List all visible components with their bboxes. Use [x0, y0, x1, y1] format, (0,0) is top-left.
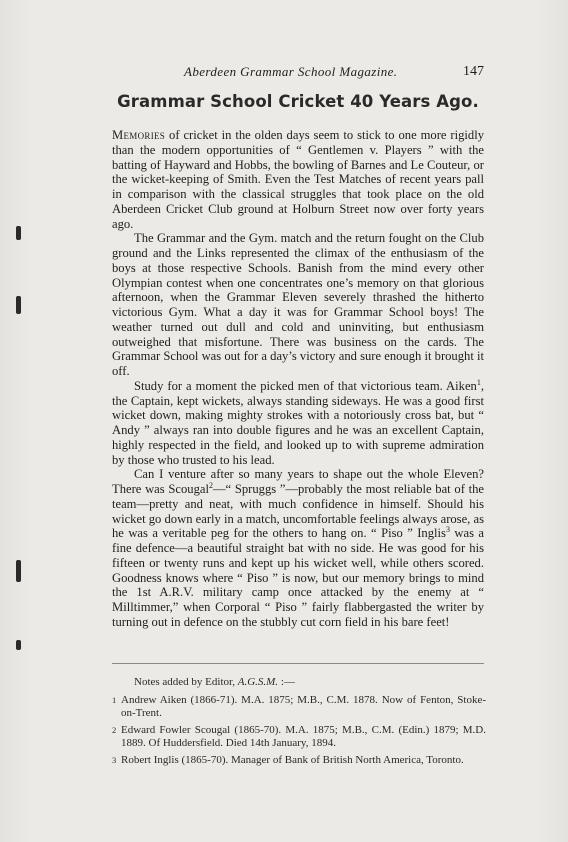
- editor-signature: A.G.S.M.: [237, 676, 279, 688]
- paragraph-3-text-b: , the Captain, kept wickets, always standing sideways. He was a good first wicket down, making mighty strokes with a notoriously cross bat, but “ Andy ” always ran into double figures and he was an excellent Captain, highly respected in the field, and looked up to with supreme admiration by those who trusted to his lead.: [112, 378, 484, 467]
- footnote-2: [112, 724, 486, 751]
- paragraph-4-text-b: —“ Spruggs ”—probably the most reliable bat of the team—pretty and neat, with much confidence in himself. Should his wicket go down early in a match, uncomfortable feelings always arose, as he was a veritable peg for the others to hang on. “ Piso ” Inglis: [112, 482, 484, 541]
- paragraph-3: [112, 379, 484, 468]
- editor-notes: [112, 676, 486, 771]
- lead-word: Memories: [112, 128, 166, 142]
- binding-hole-mark: [16, 296, 21, 314]
- notes-intro-end: :—: [278, 676, 295, 688]
- page-number: 147: [463, 64, 484, 79]
- footnote-ref-1: 1: [476, 377, 481, 387]
- paragraph-1: [112, 128, 484, 231]
- paragraph-2: The Grammar and the Gym. match and the return fought on the Club ground and the Links represented the climax of the enthusiasm of the boys at those respective Schools. Banish from the mind every other Olympian contest when one concentrates one’s memory on that glorious afternoon, when the Grammar Eleven severely thrashed the hitherto victorious Gym. What a day it was for Grammar School boys! The weather turned out dull and cold and uninviting, but enthusiasm outweighed that misfortune. There was business on the cards. The Grammar School was out for a day’s victory and sure enough it brought it off.: [112, 231, 484, 378]
- binding-hole-mark: [16, 560, 21, 582]
- article-title: Grammar School Cricket 40 Years Ago.: [117, 92, 479, 111]
- footnote-mark: 2: [112, 724, 117, 735]
- binding-hole-mark: [16, 640, 21, 650]
- footnote-mark: 1: [112, 694, 117, 705]
- footnote-mark: 3: [112, 754, 117, 765]
- notes-intro-text: Notes added by Editor,: [134, 676, 238, 688]
- paragraph-3-text-a: Study for a moment the picked men of that victorious team. Aiken: [134, 378, 477, 393]
- paragraph-4-text-c: was a fine defence—a beautiful straight bat with no side. He was good for his fifteen or twenty runs and kept up his wicket well, while others scored. Goodness knows where “ Piso ” is now, but our memory brings to mind the 1st A.R.V. military camp once attacked by the enemy at “ Milltimmer,” when Corporal “ Piso ” fairly flabbergasted the writer by turning out in defence on the stubbly cut corn field in his bare feet!: [112, 526, 484, 629]
- running-head: [112, 64, 484, 82]
- footnote-divider: [112, 663, 484, 664]
- notes-intro: [134, 676, 486, 690]
- footnote-ref-2: 2: [208, 480, 213, 490]
- paragraph-4-text-a: Can I venture after so many years to shape out the whole Eleven? There was Scougal: [112, 467, 484, 496]
- footnote-ref-3: 3: [445, 525, 450, 535]
- paragraph-4: [112, 467, 484, 629]
- footnote-text: Andrew Aiken (1866-71). M.A. 1875; M.B., C.M. 1878. Now of Fenton, Stoke-on-Trent.: [121, 693, 486, 720]
- article-body: [112, 128, 484, 630]
- footnote-text: Robert Inglis (1865-70). Manager of Bank of British North America, Toronto.: [121, 753, 464, 766]
- paragraph-1-text: of cricket in the olden days seem to stick to one more rigidly than the modern opportunities of “ Gentlemen v. Players ” with the batting of Hayward and Hobbs, the bowling of Barnes and Le Couteur, or the wicket-keeping of Smith. Even the Test Matches of recent years pall in comparison with the classical struggles that took place on the old Aberdeen Cricket Club ground at Holburn Street now over forty years ago.: [112, 128, 484, 231]
- binding-hole-mark: [16, 226, 21, 240]
- footnote-1: [112, 694, 486, 721]
- footnote-3: [112, 754, 486, 768]
- footnote-text: Edward Fowler Scougal (1865-70). M.A. 1875; M.B., C.M. (Edin.) 1879; M.D. 1889. Of Huddersfield. Died 14th January, 1894.: [121, 723, 486, 750]
- running-title: Aberdeen Grammar School Magazine.: [184, 64, 398, 79]
